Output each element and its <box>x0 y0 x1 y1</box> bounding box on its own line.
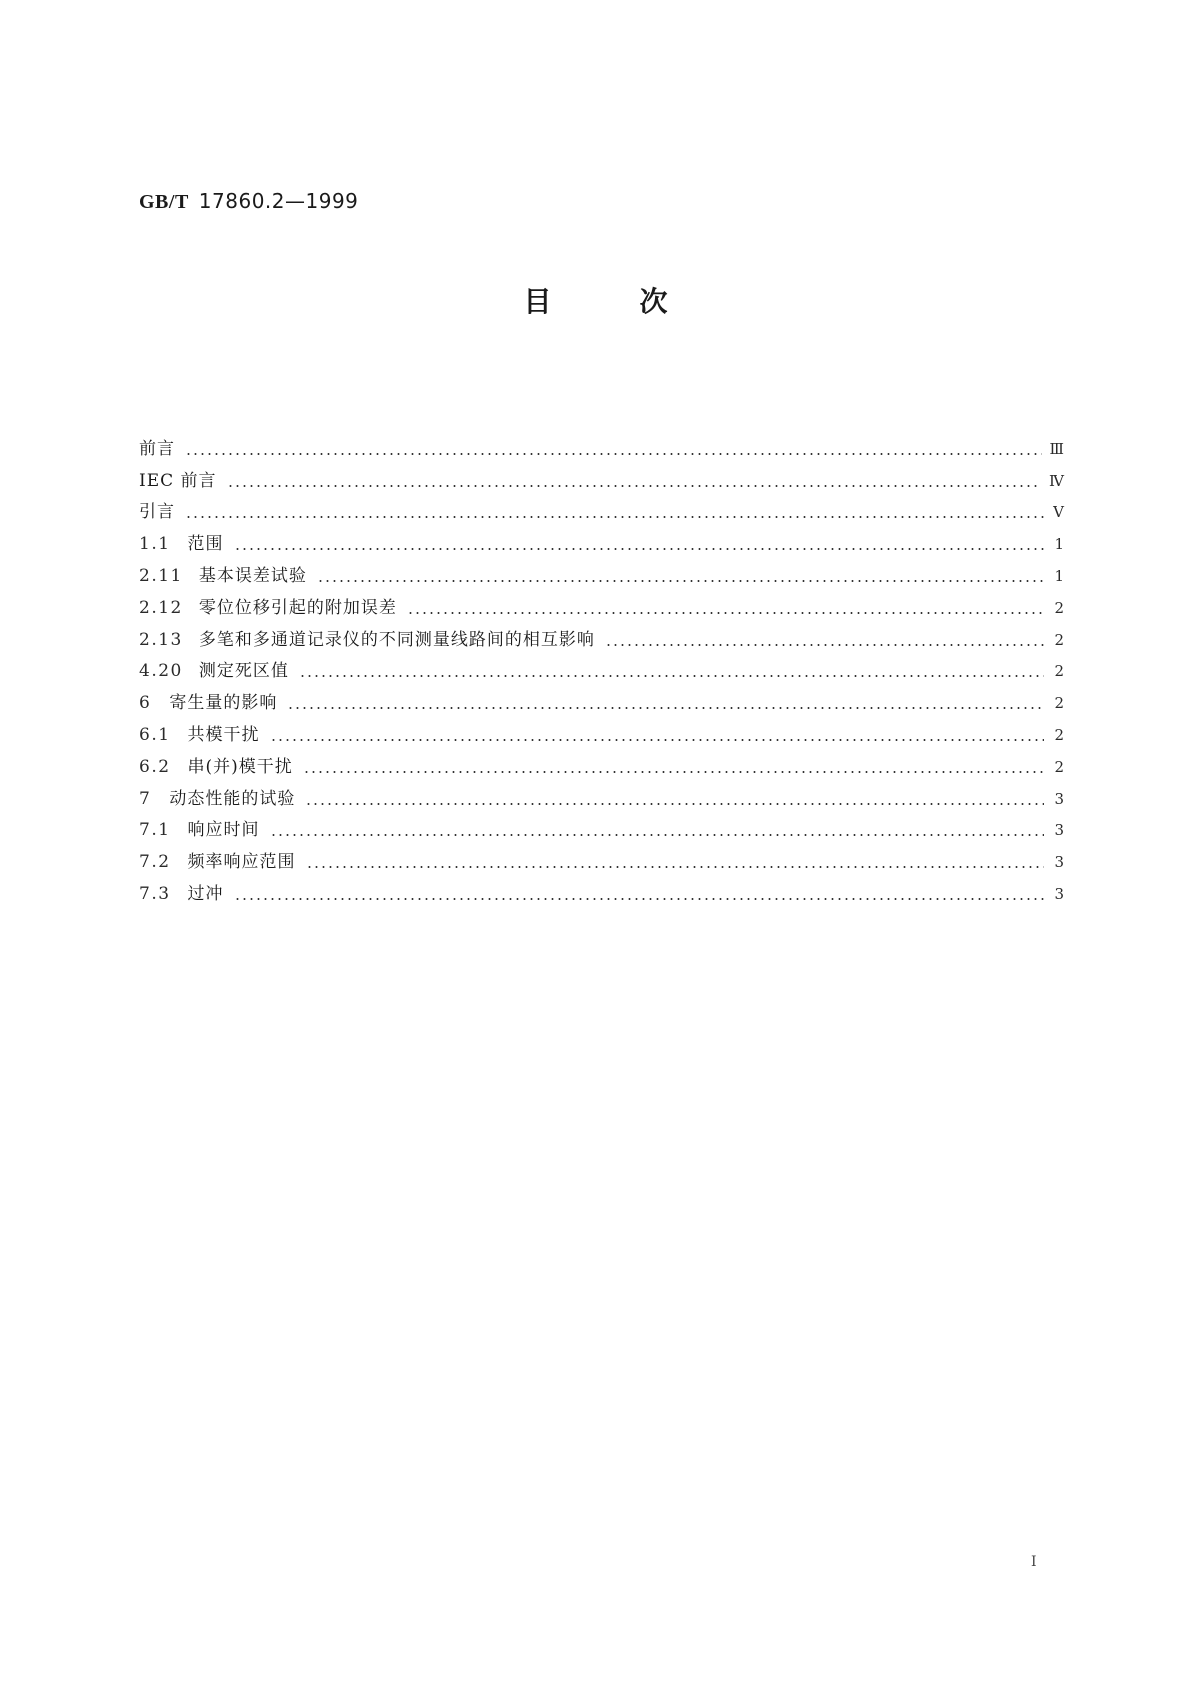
toc-entry[interactable] <box>139 842 1064 874</box>
toc-entry-number: 7.1 <box>139 820 171 841</box>
toc-entry-title: 频率响应范围 <box>187 852 296 873</box>
dot-leader <box>234 898 1044 900</box>
page-number: Ⅰ <box>1031 1554 1037 1570</box>
toc-entry[interactable] <box>139 874 1064 906</box>
toc-entry[interactable] <box>139 620 1064 652</box>
dot-leader <box>185 453 1042 455</box>
toc-entry[interactable] <box>139 524 1064 556</box>
toc-entry-page: 2 <box>1054 662 1064 681</box>
dot-leader <box>605 644 1044 646</box>
dot-leader <box>299 675 1044 677</box>
toc-entry-number: 6.2 <box>139 756 171 777</box>
toc-entry-page: 2 <box>1054 694 1064 713</box>
toc-entry-page: 3 <box>1054 884 1064 903</box>
toc-entry[interactable] <box>139 652 1064 684</box>
toc-entry-title: 零位位移引起的附加误差 <box>198 597 397 618</box>
toc-entry-title: 串(并)模干扰 <box>187 756 293 777</box>
toc-entry[interactable] <box>139 811 1064 843</box>
dot-leader <box>227 485 1041 487</box>
toc-entry-page: 1 <box>1054 535 1064 554</box>
standard-number: 17860.2—1999 <box>198 189 359 213</box>
toc-entry-page: Ⅴ <box>1053 503 1064 522</box>
toc-entry-title: IEC 前言 <box>139 470 217 491</box>
dot-leader <box>407 612 1044 614</box>
toc-entry-number: 7.3 <box>139 883 171 904</box>
toc-entry-page: 2 <box>1054 630 1064 649</box>
toc-entry-page: 3 <box>1054 789 1064 808</box>
toc-entry-page: 2 <box>1054 598 1064 617</box>
toc-entry-title: 寄生量的影响 <box>169 693 278 714</box>
toc-entry-title: 引言 <box>139 502 175 523</box>
toc-entry-page: 3 <box>1054 821 1064 840</box>
page-title: 目次 <box>523 285 756 318</box>
toc-entry[interactable] <box>139 715 1064 747</box>
toc-entry-number: 7 <box>139 788 152 809</box>
toc-entry[interactable] <box>139 493 1064 525</box>
toc-entry-title: 范围 <box>187 534 224 555</box>
dot-leader <box>317 580 1044 582</box>
dot-leader <box>270 834 1044 836</box>
toc-entry-title: 前言 <box>139 438 175 459</box>
toc-entry-number: 2.13 <box>139 629 183 650</box>
dot-leader <box>185 516 1044 518</box>
toc-entry-title: 响应时间 <box>187 820 260 841</box>
toc-entry-page: 1 <box>1054 566 1064 585</box>
toc-entry-title: 共模干扰 <box>187 724 260 745</box>
standard-code <box>139 189 358 214</box>
toc-entry[interactable] <box>139 683 1064 715</box>
toc-entry-number: 4.20 <box>139 661 183 682</box>
toc-entry-title: 过冲 <box>187 883 224 904</box>
dot-leader <box>303 771 1044 773</box>
toc-entry-page: Ⅳ <box>1049 471 1064 490</box>
toc-entry-page: 3 <box>1054 853 1064 872</box>
table-of-contents <box>139 429 1064 906</box>
standard-prefix: GB/T <box>139 191 189 213</box>
toc-entry-number: 1.1 <box>139 534 171 555</box>
dot-leader <box>234 548 1044 550</box>
toc-entry[interactable] <box>139 779 1064 811</box>
toc-entry-title: 测定死区值 <box>198 661 289 682</box>
toc-entry-title: 动态性能的试验 <box>169 788 296 809</box>
toc-entry[interactable] <box>139 461 1064 493</box>
toc-entry[interactable] <box>139 556 1064 588</box>
toc-entry[interactable] <box>139 747 1064 779</box>
toc-entry-number: 2.12 <box>139 597 183 618</box>
toc-entry-page: 2 <box>1054 725 1064 744</box>
toc-entry[interactable] <box>139 588 1064 620</box>
toc-entry-number: 7.2 <box>139 852 171 873</box>
toc-entry[interactable] <box>139 429 1064 461</box>
dot-leader <box>306 866 1044 868</box>
toc-entry-title: 多笔和多通道记录仪的不同测量线路间的相互影响 <box>198 629 595 650</box>
toc-entry-page: 2 <box>1054 757 1064 776</box>
toc-entry-number: 6.1 <box>139 724 171 745</box>
toc-entry-page: Ⅲ <box>1049 439 1064 458</box>
dot-leader <box>270 739 1044 741</box>
dot-leader <box>305 803 1044 805</box>
dot-leader <box>287 707 1044 709</box>
toc-entry-number: 6 <box>139 693 152 714</box>
toc-entry-number: 2.11 <box>139 565 183 586</box>
toc-entry-title: 基本误差试验 <box>198 565 307 586</box>
